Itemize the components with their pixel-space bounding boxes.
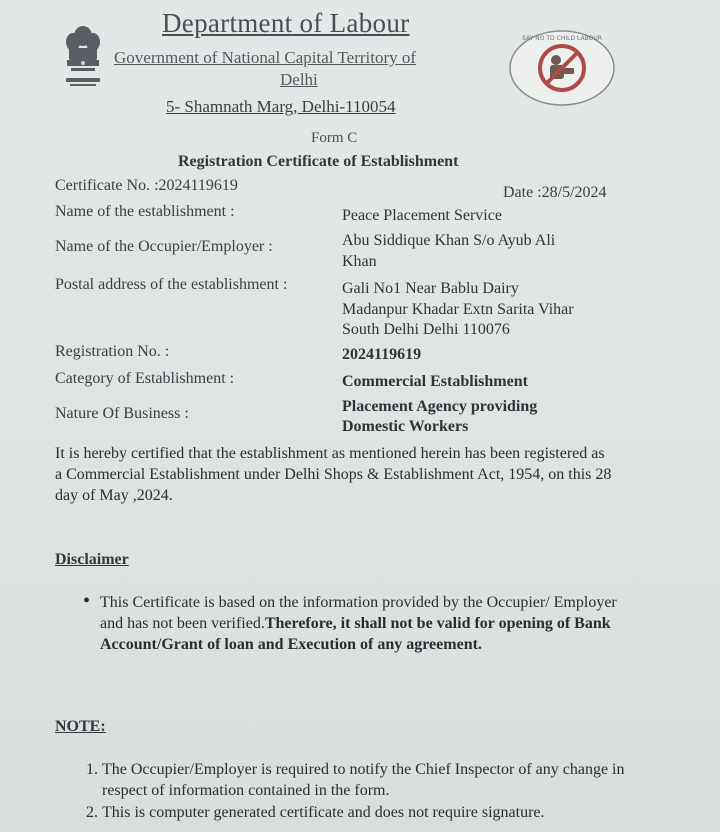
note-list [80,759,640,824]
postal-address-line-3: South Delhi Delhi 110076 [342,321,510,338]
svg-text:SAY NO TO CHILD LABOUR: SAY NO TO CHILD LABOUR [522,35,602,42]
department-title: Department of Labour [162,8,410,38]
occupier-label: Name of the Occupier/Employer : [55,238,273,255]
occupier-value-line-2: Khan [342,253,377,270]
government-line-1: Government of National Capital Territory of [114,48,417,67]
national-emblem-icon [60,22,106,90]
nature-of-business-label: Nature Of Business : [55,405,189,422]
certificate-date: Date :28/5/2024 [503,184,607,201]
note-item: 1. The Occupier/Employer is required to notify the Chief Inspector of any change in respect of information contained in the form. [102,759,640,801]
certification-statement: It is hereby certified that the establishment as mentioned herein has been registered as a Commercial Establishment under Delhi Shops & Establishment Act, 1954, on this 28 day of May ,2024. [55,445,612,504]
government-line-2: Delhi [280,70,318,89]
establishment-name-label: Name of the establishment : [55,203,235,220]
department-address: 5- Shamnath Marg, Delhi-110054 [166,97,396,116]
disclaimer-text-bold: Therefore, it shall not be valid for opening of Bank Account/Grant of loan and Execution of any agreement. [100,615,611,653]
form-label: Form C [311,130,358,146]
establishment-name-value: Peace Placement Service [342,207,502,224]
say-no-to-child-labour-logo [506,28,618,108]
postal-address-line-1: Gali No1 Near Bablu Dairy [342,280,519,297]
nature-of-business-line-2: Domestic Workers [342,418,469,435]
note-heading: NOTE: [55,718,106,735]
disclaimer-text [100,592,620,655]
certificate-title: Registration Certificate of Establishment [178,153,459,170]
postal-address-line-2: Madanpur Khadar Extn Sarita Vihar [342,301,574,318]
occupier-value-line-1: Abu Siddique Khan S/o Ayub Ali [342,232,556,249]
registration-number-value: 2024119619 [342,346,422,363]
disclaimer-heading: Disclaimer [55,551,129,568]
certificate-number: Certificate No. :2024119619 [55,177,238,194]
note-item: 2. This is computer generated certificate and does not require signature. [102,802,640,823]
postal-address-label: Postal address of the establishment : [55,276,288,293]
nature-of-business-line-1: Placement Agency providing [342,398,538,415]
registration-number-label: Registration No. : [55,343,170,360]
disclaimer-text-normal: This Certificate is based on the information provided by the Occupier/ Employer and has not been verified. [100,594,617,632]
bullet-icon: • [83,590,91,612]
category-label: Category of Establishment : [55,370,235,387]
category-value: Commercial Establishment [342,373,528,390]
